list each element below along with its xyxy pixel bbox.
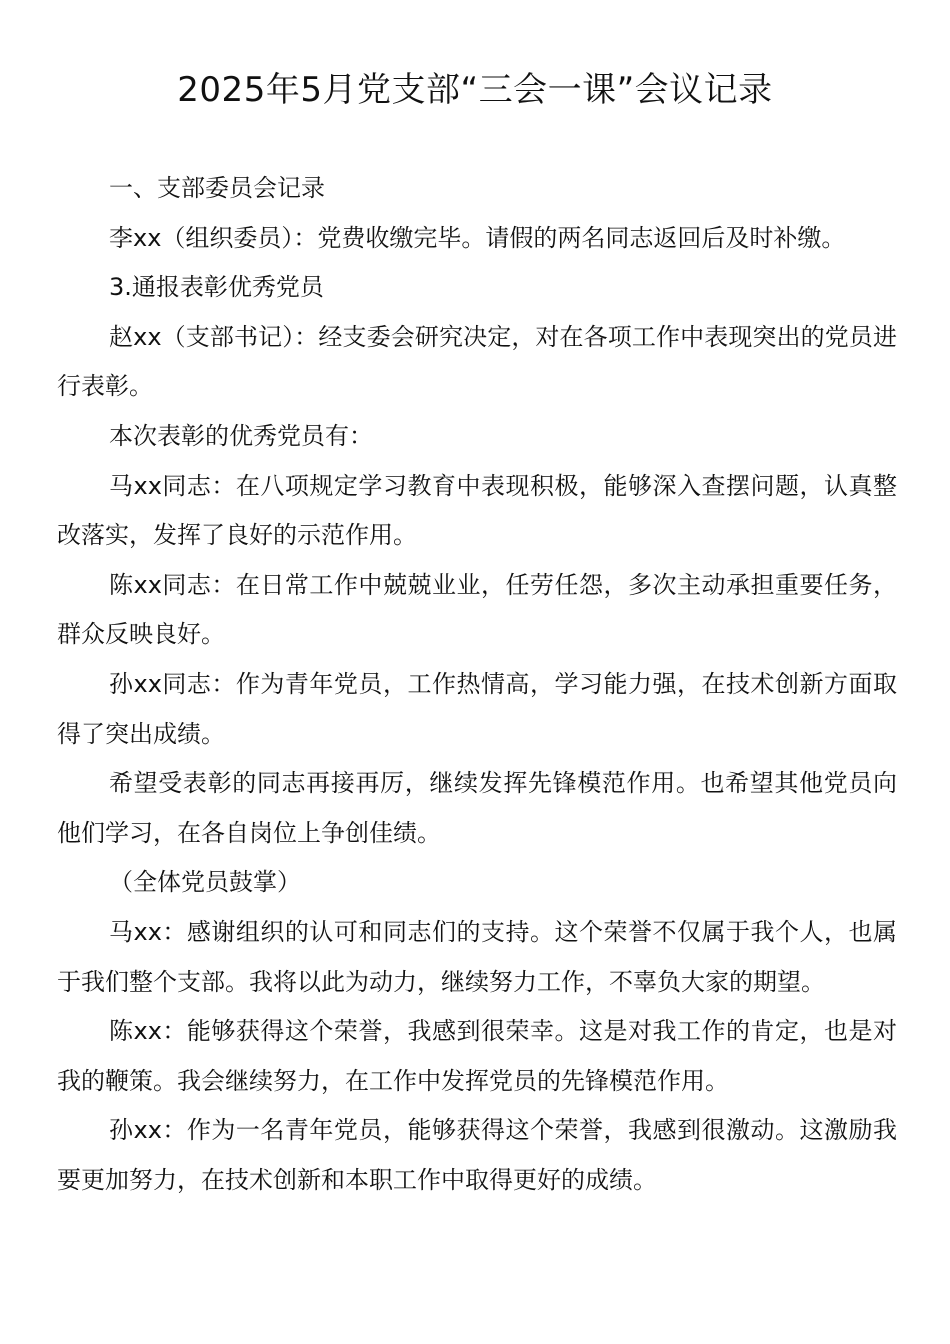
paragraph: 马xx同志：在八项规定学习教育中表现积极，能够深入查摆问题，认真整改落实，发挥了良好的示范作用。 [57, 471, 897, 550]
paragraph: 赵xx（支部书记）：经支委会研究决定，对在各项工作中表现突出的党员进行表彰。 [57, 322, 897, 401]
document-body [57, 164, 897, 1205]
document-title: 2025年5月党支部“三会一课”会议记录 [177, 70, 773, 110]
paragraph: （全体党员鼓掌） [109, 868, 301, 897]
paragraph: 马xx：感谢组织的认可和同志们的支持。这个荣誉不仅属于我个人，也属于我们整个支部。我将以此为动力，继续努力工作，不辜负大家的期望。 [57, 917, 897, 996]
paragraph: 李xx（组织委员）：党费收缴完毕。请假的两名同志返回后及时补缴。 [109, 223, 846, 252]
subsection-heading: 3.通报表彰优秀党员 [109, 273, 324, 302]
paragraph: 孙xx：作为一名青年党员，能够获得这个荣誉，我感到很激动。这激励我要更加努力，在技术创新和本职工作中取得更好的成绩。 [57, 1116, 897, 1194]
paragraph: 本次表彰的优秀党员有： [109, 421, 373, 450]
paragraph: 孙xx同志：作为青年党员，工作热情高，学习能力强，在技术创新方面取得了突出成绩。 [57, 669, 897, 748]
paragraph: 陈xx同志：在日常工作中兢兢业业，任劳任怨，多次主动承担重要任务，群众反映良好。 [57, 570, 897, 649]
section-heading: 一、支部委员会记录 [109, 174, 325, 202]
paragraph: 希望受表彰的同志再接再厉，继续发挥先锋模范作用。也希望其他党员向他们学习，在各自岗位上争创佳绩。 [57, 769, 897, 847]
paragraph: 陈xx：能够获得这个荣誉，我感到很荣幸。这是对我工作的肯定，也是对我的鞭策。我会继续努力，在工作中发挥党员的先锋模范作用。 [57, 1017, 897, 1095]
